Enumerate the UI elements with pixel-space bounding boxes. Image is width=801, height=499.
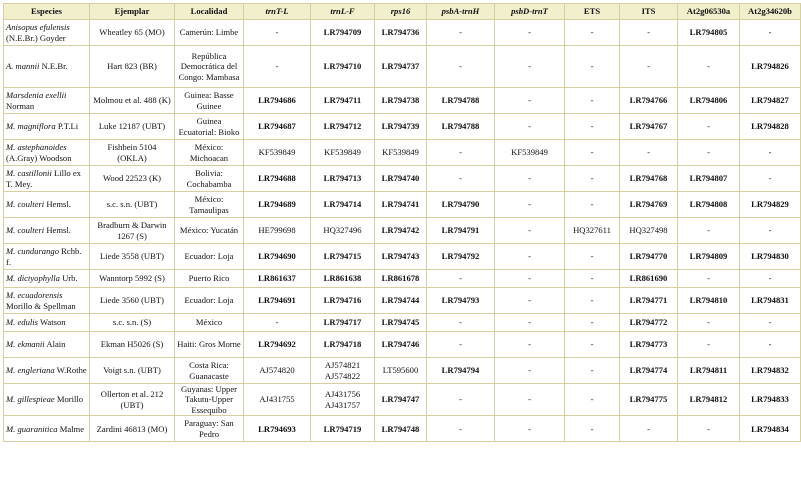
accession-cell: HE799698	[244, 218, 311, 244]
column-header: psbD-trnT	[495, 4, 565, 20]
accession-cell: -	[565, 270, 620, 288]
accession-cell: LR794788	[427, 114, 495, 140]
accession-cell: LR794769	[620, 192, 678, 218]
accession-cell: LT595600	[375, 358, 427, 384]
accession-cell: -	[678, 140, 740, 166]
species-author: W.Rothe	[56, 365, 87, 376]
species-cell	[4, 88, 90, 114]
accession-cell: LR794805	[678, 20, 740, 46]
column-header: trnT-L	[244, 4, 311, 20]
accession-cell: LR794746	[375, 332, 427, 358]
specimen-cell: Liede 3560 (UBT)	[90, 288, 175, 314]
accession-cell: -	[565, 192, 620, 218]
species-name: M. ekmanii	[6, 339, 45, 350]
accession-cell: LR794767	[620, 114, 678, 140]
accession-cell: LR794832	[740, 358, 801, 384]
locality-cell: Ecuador: Loja	[175, 244, 244, 270]
accession-cell: HQ327498	[620, 218, 678, 244]
accession-cell: LR861678	[375, 270, 427, 288]
specimen-cell: s.c. s.n. (UBT)	[90, 192, 175, 218]
accession-cell: -	[740, 140, 801, 166]
species-author: Hemsl.	[46, 225, 71, 236]
accession-cell: LR794715	[311, 244, 375, 270]
locality-cell: Haiti: Gros Morne	[175, 332, 244, 358]
accession-cell: LR794830	[740, 244, 801, 270]
accession-cell: -	[495, 416, 565, 442]
specimen-cell: Zardini 46813 (MO)	[90, 416, 175, 442]
species-cell	[4, 46, 90, 88]
accession-cell: LR794812	[678, 384, 740, 416]
accession-cell: LR794748	[375, 416, 427, 442]
specimen-cell: Molmou et al. 488 (K)	[90, 88, 175, 114]
accession-cell: -	[740, 332, 801, 358]
species-cell	[4, 384, 90, 416]
accession-cell: KF539849	[311, 140, 375, 166]
accession-cell: -	[427, 166, 495, 192]
specimen-cell: Wood 22523 (K)	[90, 166, 175, 192]
accession-cell: LR794833	[740, 384, 801, 416]
accession-cell: LR794738	[375, 88, 427, 114]
accession-cell: LR794810	[678, 288, 740, 314]
locality-cell: Guinea: Basse Guinee	[175, 88, 244, 114]
species-name: M. cundurango	[6, 246, 59, 257]
species-cell	[4, 20, 90, 46]
accession-cell: -	[495, 270, 565, 288]
accession-cell: -	[495, 244, 565, 270]
column-header: Ejemplar	[90, 4, 175, 20]
species-name: Anisopus efulensis	[6, 22, 70, 33]
table-row	[4, 384, 801, 416]
header-row	[4, 4, 801, 20]
species-name: M. engleriana	[6, 365, 55, 376]
table-row	[4, 20, 801, 46]
accession-cell: -	[495, 46, 565, 88]
accession-cell: LR794826	[740, 46, 801, 88]
accession-cell: -	[565, 416, 620, 442]
accession-cell: LR794766	[620, 88, 678, 114]
accession-cell: -	[495, 358, 565, 384]
accession-cell: LR794768	[620, 166, 678, 192]
specimen-cell: Wanntorp 5992 (S)	[90, 270, 175, 288]
accession-cell: AJ574820	[244, 358, 311, 384]
accession-cell: -	[565, 140, 620, 166]
table-row	[4, 88, 801, 114]
accession-cell: -	[740, 270, 801, 288]
table-row	[4, 332, 801, 358]
specimen-cell: Ekman H5026 (S)	[90, 332, 175, 358]
locality-cell: Guinea Ecuatorial: Bioko	[175, 114, 244, 140]
species-author: (A.Gray) Woodson	[6, 152, 72, 163]
accession-cell: -	[565, 288, 620, 314]
accession-cell: LR794711	[311, 88, 375, 114]
accession-cell: -	[427, 332, 495, 358]
species-author: Hemsl.	[46, 199, 71, 210]
species-name: A. mannii	[6, 61, 40, 72]
species-author: Rchb. f.	[6, 246, 82, 267]
accession-cell: -	[427, 416, 495, 442]
table-row	[4, 140, 801, 166]
accession-cell: LR794811	[678, 358, 740, 384]
species-name: M. coulteri	[6, 199, 45, 210]
locality-cell: México	[175, 314, 244, 332]
species-cell	[4, 166, 90, 192]
species-cell	[4, 192, 90, 218]
column-header: At2g34620b	[740, 4, 801, 20]
accession-cell: -	[244, 20, 311, 46]
locality-cell: República Democrática del Congo: Mambasa	[175, 46, 244, 88]
accession-cell: -	[565, 332, 620, 358]
species-cell	[4, 140, 90, 166]
locality-cell: Bolivia: Cochabamba	[175, 166, 244, 192]
accession-cell: LR794793	[427, 288, 495, 314]
species-cell	[4, 416, 90, 442]
accession-cell: -	[740, 20, 801, 46]
accession-cell: LR794774	[620, 358, 678, 384]
column-header: Localidad	[175, 4, 244, 20]
accession-cell: KF539849	[375, 140, 427, 166]
accession-cell: LR794745	[375, 314, 427, 332]
accession-cell: -	[244, 314, 311, 332]
accession-cell: -	[427, 270, 495, 288]
table-row	[4, 270, 801, 288]
accession-cell: -	[495, 384, 565, 416]
accession-cell: -	[620, 416, 678, 442]
accession-cell: -	[678, 416, 740, 442]
accession-cell: -	[495, 20, 565, 46]
accession-cell: LR794736	[375, 20, 427, 46]
specimen-cell: Fishbein 5104 (OKLA)	[90, 140, 175, 166]
accession-cell: LR794827	[740, 88, 801, 114]
species-cell	[4, 332, 90, 358]
accession-cell: LR794790	[427, 192, 495, 218]
specimen-cell: Ollerton et al. 212 (UBT)	[90, 384, 175, 416]
accession-cell: -	[678, 270, 740, 288]
accession-cell: -	[740, 166, 801, 192]
species-name: M. castillonii	[6, 168, 52, 179]
accession-cell: -	[678, 218, 740, 244]
accession-cell: LR794710	[311, 46, 375, 88]
species-author: N.E.Br.	[41, 61, 68, 72]
accession-cell: LR861637	[244, 270, 311, 288]
accession-cell: -	[740, 314, 801, 332]
species-author: P.T.Li	[57, 121, 79, 132]
table-row	[4, 358, 801, 384]
table-row	[4, 314, 801, 332]
table-row	[4, 192, 801, 218]
accession-cell: LR794741	[375, 192, 427, 218]
table-row	[4, 288, 801, 314]
species-cell	[4, 114, 90, 140]
table-row	[4, 416, 801, 442]
accession-cell: LR794773	[620, 332, 678, 358]
accession-cell: -	[427, 140, 495, 166]
accession-cell: LR794740	[375, 166, 427, 192]
table-row	[4, 244, 801, 270]
accession-cell: KF539849	[495, 140, 565, 166]
accession-cell: -	[495, 114, 565, 140]
species-name: M. magniflora	[6, 121, 56, 132]
species-author: Norman	[6, 100, 35, 111]
locality-cell: México: Yucatán	[175, 218, 244, 244]
specimen-cell: Bradburn & Darwin 1267 (S)	[90, 218, 175, 244]
column-header: psbA-trnH	[427, 4, 495, 20]
accession-cell: LR794737	[375, 46, 427, 88]
specimen-cell: Luke 12187 (UBT)	[90, 114, 175, 140]
table-row	[4, 166, 801, 192]
species-author: Urb.	[62, 273, 78, 284]
accession-cell: LR794691	[244, 288, 311, 314]
accession-cell: LR794806	[678, 88, 740, 114]
accession-cell: -	[427, 384, 495, 416]
accession-cell: LR794742	[375, 218, 427, 244]
species-cell	[4, 358, 90, 384]
accession-cell: AJ574821 AJ574822	[311, 358, 375, 384]
specimen-cell: s.c. s.n. (S)	[90, 314, 175, 332]
accession-cell: -	[495, 288, 565, 314]
accession-cell: -	[565, 244, 620, 270]
accession-cell: LR794809	[678, 244, 740, 270]
accession-cell: LR794788	[427, 88, 495, 114]
species-author: Morillo & Spellman	[6, 300, 76, 311]
accession-cell: LR794712	[311, 114, 375, 140]
species-author: Lillo ex T. Mey.	[6, 168, 81, 189]
species-cell	[4, 288, 90, 314]
accession-cell: -	[427, 46, 495, 88]
locality-cell: Paraguay: San Pedro	[175, 416, 244, 442]
accession-cell: -	[495, 218, 565, 244]
accession-cell: -	[678, 314, 740, 332]
accession-cell: -	[620, 20, 678, 46]
accession-cell: KF539849	[244, 140, 311, 166]
locality-cell: Ecuador: Loja	[175, 288, 244, 314]
species-name: M. gillespieae	[6, 394, 55, 405]
accession-cell: LR794772	[620, 314, 678, 332]
accession-cell: LR794687	[244, 114, 311, 140]
accession-cell: LR794829	[740, 192, 801, 218]
table-row	[4, 218, 801, 244]
accession-cell: -	[565, 358, 620, 384]
accession-cell: LR861690	[620, 270, 678, 288]
locality-cell: México: Tamaulipas	[175, 192, 244, 218]
locality-cell: Costa Rica: Guanacaste	[175, 358, 244, 384]
species-name: M. coulteri	[6, 225, 45, 236]
accession-cell: LR794718	[311, 332, 375, 358]
accession-cell: LR794714	[311, 192, 375, 218]
species-cell	[4, 270, 90, 288]
accession-cell: LR794739	[375, 114, 427, 140]
accession-table	[3, 3, 801, 442]
accession-cell: -	[495, 166, 565, 192]
accession-cell: LR794791	[427, 218, 495, 244]
species-author: Watson	[39, 317, 66, 328]
column-header: Especies	[4, 4, 90, 20]
species-name: Marsdenia exellii	[6, 90, 67, 101]
species-name: M. guaranitica	[6, 423, 58, 434]
accession-cell: LR794688	[244, 166, 311, 192]
species-name: M. ecuadorensis	[6, 290, 63, 301]
specimen-cell: Liede 3558 (UBT)	[90, 244, 175, 270]
accession-cell: -	[495, 192, 565, 218]
accession-cell: LR794709	[311, 20, 375, 46]
accession-cell: LR794794	[427, 358, 495, 384]
accession-cell: LR794716	[311, 288, 375, 314]
accession-cell: -	[740, 218, 801, 244]
accession-cell: LR794743	[375, 244, 427, 270]
accession-cell: -	[427, 20, 495, 46]
locality-cell: Camerún: Limbe	[175, 20, 244, 46]
accession-cell: LR794775	[620, 384, 678, 416]
accession-cell: LR794807	[678, 166, 740, 192]
table-row	[4, 114, 801, 140]
accession-cell: LR794686	[244, 88, 311, 114]
species-author: (N.E.Br.) Goyder	[6, 32, 66, 43]
accession-cell: -	[678, 114, 740, 140]
accession-cell: LR794770	[620, 244, 678, 270]
accession-cell: -	[565, 384, 620, 416]
accession-cell: -	[620, 140, 678, 166]
accession-cell: AJ431755	[244, 384, 311, 416]
column-header: trnL-F	[311, 4, 375, 20]
accession-cell: -	[565, 166, 620, 192]
column-header: ITS	[620, 4, 678, 20]
accession-cell: -	[678, 332, 740, 358]
accession-cell: -	[565, 114, 620, 140]
species-author: Malme	[59, 423, 85, 434]
column-header: ETS	[565, 4, 620, 20]
accession-cell: HQ327496	[311, 218, 375, 244]
accession-cell: LR794828	[740, 114, 801, 140]
accession-cell: LR794693	[244, 416, 311, 442]
accession-cell: LR794808	[678, 192, 740, 218]
accession-cell: HQ327611	[565, 218, 620, 244]
accession-cell: LR794717	[311, 314, 375, 332]
accession-cell: LR794690	[244, 244, 311, 270]
accession-cell: -	[495, 314, 565, 332]
locality-cell: Guyanas: Upper Takutu-Upper Essequibo	[175, 384, 244, 416]
species-author: Morillo	[56, 394, 84, 405]
species-cell	[4, 314, 90, 332]
species-name: M. edulis	[6, 317, 38, 328]
locality-cell: México: Michoacan	[175, 140, 244, 166]
species-author: Alain	[46, 339, 66, 350]
accession-cell: AJ431756 AJ431757	[311, 384, 375, 416]
accession-cell: -	[495, 332, 565, 358]
specimen-cell: Wheatley 65 (MO)	[90, 20, 175, 46]
accession-cell: LR794689	[244, 192, 311, 218]
accession-cell: -	[565, 88, 620, 114]
specimen-cell: Voigt s.n. (UBT)	[90, 358, 175, 384]
accession-cell: -	[565, 314, 620, 332]
locality-cell: Puerto Rico	[175, 270, 244, 288]
accession-cell: LR794771	[620, 288, 678, 314]
accession-cell: -	[678, 46, 740, 88]
accession-cell: -	[427, 314, 495, 332]
accession-cell: LR794747	[375, 384, 427, 416]
species-cell	[4, 244, 90, 270]
column-header: rps16	[375, 4, 427, 20]
accession-cell: -	[620, 46, 678, 88]
accession-cell: -	[565, 46, 620, 88]
accession-cell: LR861638	[311, 270, 375, 288]
accession-cell: LR794792	[427, 244, 495, 270]
accession-cell: LR794692	[244, 332, 311, 358]
table-row	[4, 46, 801, 88]
column-header: At2g06530a	[678, 4, 740, 20]
accession-cell: -	[244, 46, 311, 88]
accession-cell: -	[565, 20, 620, 46]
accession-cell: LR794744	[375, 288, 427, 314]
species-name: M. astephanoides	[6, 142, 67, 153]
species-cell	[4, 218, 90, 244]
accession-cell: LR794719	[311, 416, 375, 442]
accession-cell: -	[495, 88, 565, 114]
accession-cell: LR794831	[740, 288, 801, 314]
specimen-cell: Hart 823 (BR)	[90, 46, 175, 88]
species-name: M. dictyophylla	[6, 273, 60, 284]
accession-cell: LR794834	[740, 416, 801, 442]
accession-cell: LR794713	[311, 166, 375, 192]
